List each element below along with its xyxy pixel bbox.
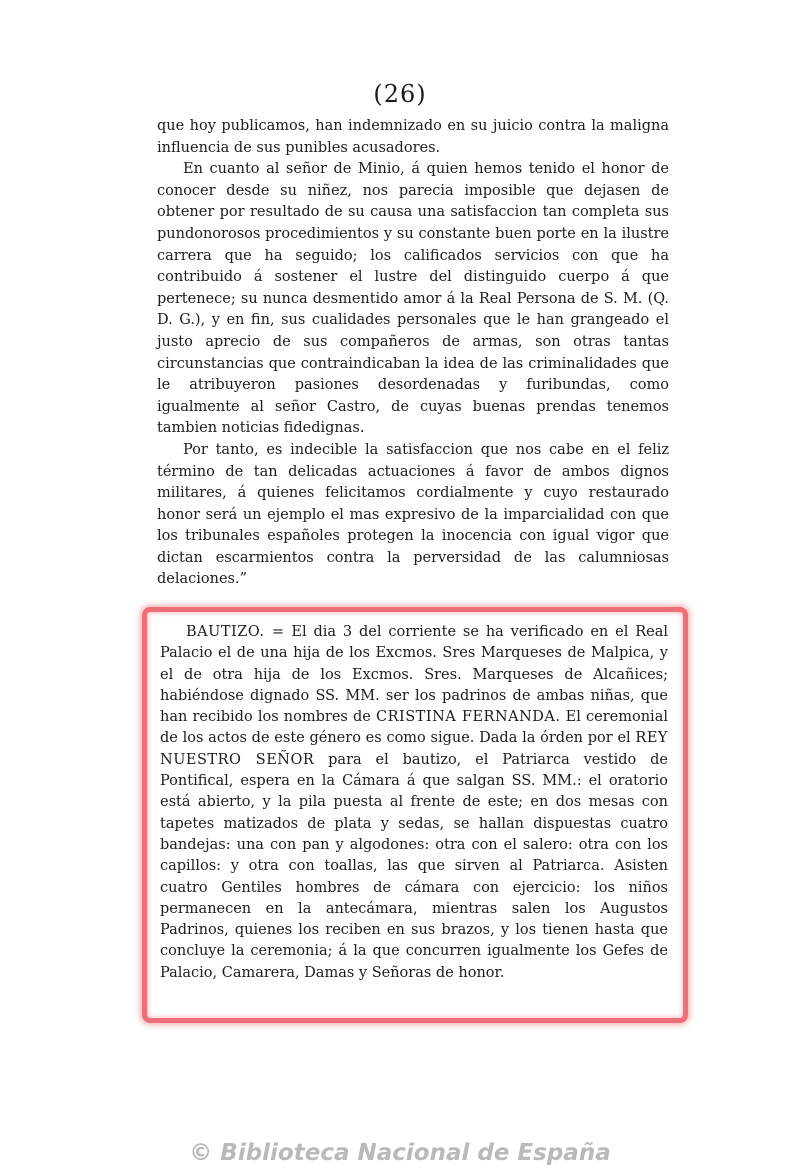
paragraph-2: En cuanto al señor de Minio, á quien hemos tenido el honor de conocer desde su niñez, nos parecia imposible que dejasen de obtener por resultado de su causa una satisfaccion tan completa sus pundonorosos procedimientos y su constante buen porte en la ilustre carrera que ha seguido; los calificados servicios con que ha contribuido á sostener el lustre del distinguido cuerpo á que pertenece; su nunca desmentido amor á la Real Persona de S. M. (Q. D. G.), y en fin, sus cualidades personales que le han grangeado el justo aprecio de sus compañeros de armas, son otras tantas circunstancias que contraindicaban la idea de las criminalidades que le atribuyeron pasiones desordenadas y furibundas, como igualmente al señor Castro, de cuyas buenas prendas tenemos tambien noticias fidedignas.	[157, 161, 669, 437]
paragraph-3: Por tanto, es indecible la satisfaccion que nos cabe en el feliz término de tan delicadas actuaciones á favor de ambos dignos militares, á quienes felicitamos cordialmente y cuyo restaurado honor será un ejemplo el mas expresivo de la imparcialidad con que los tribunales españoles protegen la inocencia con igual vigor que dictan escarmientos contra la perversidad de las calumniosas delaciones.”	[157, 441, 669, 588]
bautizo-text-3: para el bautizo, el Patriarca vestido de Pontifical, espera en la Cámara á que salgan SS. MM.: el oratorio está abierto, y la pila puesta al frente de este; en dos mesas con tapetes matizados de plata y sedas, se hallan dispuestas cuatro bandejas: una con pan y algodones: otra con el salero: otra con los capillos: y otra con toallas, las que sirven al Patriarca. Asisten cuatro Gentiles hombres de cámara con ejercicio: los niños permanecen en la antecámara, mientras salen los Augustos Padrinos, quienes los reciben en sus brazos, y los tienen hasta que concluye la ceremonia; á la que concurren igualmente los Gefes de Palacio, Camarera, Damas y Señoras de honor.	[160, 751, 668, 981]
paragraph-1: que hoy publicamos, han indemnizado en su juicio contra la maligna influencia de sus punibles acusadores.	[157, 118, 669, 156]
bautizo-text-2: El ceremonial de los actos de este género es como sigue. Dada la órden por el	[160, 709, 668, 747]
copyright-watermark: © Biblioteca Nacional de España	[189, 1140, 611, 1166]
king-title: REY NUESTRO SEÑOR	[160, 730, 668, 768]
bautizo-text-1: El dia 3 del corriente se ha verificado en el Real Palacio el de una hija de los Excmos. Sres Marqueses de Malpica, y el de otra hija de los Excmos. Sres. Marqueses de Alcañices; habiéndose dignado SS. MM. ser los padrinos de ambas niñas, que han recibido los nombres de	[160, 624, 668, 726]
bautizo-heading: BAUTIZO. =	[186, 624, 285, 640]
baptism-names: CRISTINA FERNANDA.	[376, 709, 561, 726]
bautizo-paragraph	[160, 622, 668, 984]
article-continuation	[157, 116, 669, 591]
bautizo-article	[160, 622, 668, 984]
page-number: (26)	[373, 80, 427, 108]
